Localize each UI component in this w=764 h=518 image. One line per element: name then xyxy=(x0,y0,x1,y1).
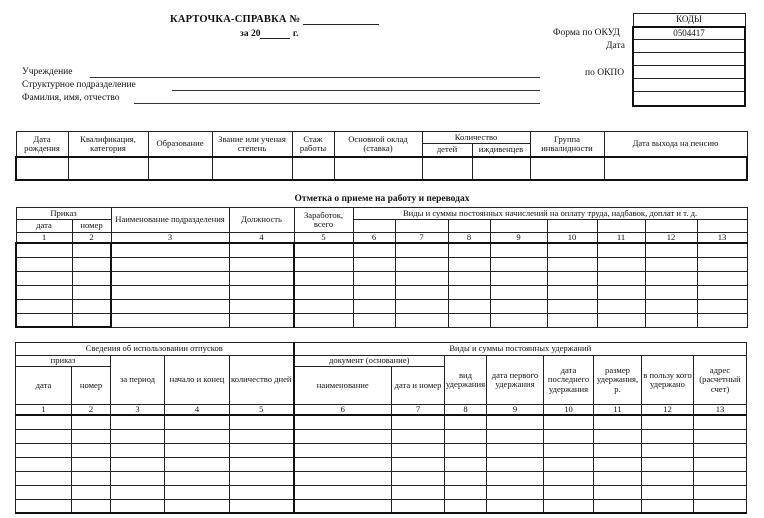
table-cell[interactable] xyxy=(694,415,747,429)
table-cell[interactable] xyxy=(697,271,747,285)
document-date-number-header: дата и номер xyxy=(392,367,445,405)
order-number-header: номер xyxy=(72,220,111,233)
table-cell[interactable] xyxy=(72,313,111,327)
table-cell[interactable] xyxy=(395,285,448,299)
table-cell[interactable] xyxy=(487,443,544,457)
table-cell[interactable] xyxy=(547,271,597,285)
table-cell[interactable] xyxy=(72,499,111,513)
fullname-field[interactable] xyxy=(134,103,540,104)
column-number: 8 xyxy=(448,233,490,244)
table-cell[interactable] xyxy=(68,157,148,180)
table-cell[interactable] xyxy=(230,443,294,457)
table-cell[interactable] xyxy=(229,243,294,257)
column-number: 5 xyxy=(294,233,353,244)
table-row xyxy=(16,271,747,285)
code-empty-field[interactable] xyxy=(633,92,745,106)
table-cell[interactable] xyxy=(642,457,694,471)
table-cell[interactable] xyxy=(72,285,111,299)
table-cell[interactable] xyxy=(16,299,72,313)
table-cell[interactable] xyxy=(487,457,544,471)
table-cell[interactable] xyxy=(697,299,747,313)
table-cell[interactable] xyxy=(16,443,72,457)
table-cell[interactable] xyxy=(294,471,392,485)
table-cell[interactable] xyxy=(353,313,395,327)
vacation-number-header: номер xyxy=(72,367,111,405)
vacation-period-header: за период xyxy=(111,356,165,405)
table-cell[interactable] xyxy=(597,220,645,233)
last-deduction-header: дата последнего удержания xyxy=(544,356,594,405)
table-cell[interactable] xyxy=(694,471,747,485)
column-number: 10 xyxy=(544,405,594,416)
table-cell[interactable] xyxy=(230,457,294,471)
children-header: детей xyxy=(422,144,472,157)
table-cell[interactable] xyxy=(165,443,230,457)
table-cell[interactable] xyxy=(353,243,395,257)
table-cell[interactable] xyxy=(544,429,594,443)
table-cell[interactable] xyxy=(229,257,294,271)
table-cell[interactable] xyxy=(490,243,547,257)
table-cell[interactable] xyxy=(697,257,747,271)
table-cell[interactable] xyxy=(16,285,72,299)
table-cell[interactable] xyxy=(547,243,597,257)
table-cell[interactable] xyxy=(694,429,747,443)
count-header: Количество xyxy=(422,132,530,144)
table-cell[interactable] xyxy=(448,271,490,285)
table-cell[interactable] xyxy=(395,299,448,313)
table-cell[interactable] xyxy=(334,157,422,180)
okud-code: 0504417 xyxy=(633,27,745,40)
table-cell[interactable] xyxy=(72,429,111,443)
accruals-header: Виды и суммы постоянных начислений на оплату труда, надбавок, доплат и т. д. xyxy=(353,208,747,220)
date-code-field[interactable] xyxy=(633,40,745,53)
table-cell[interactable] xyxy=(645,220,697,233)
table-cell[interactable] xyxy=(445,415,487,429)
table-cell[interactable] xyxy=(594,429,642,443)
table-cell[interactable] xyxy=(111,299,229,313)
table-cell[interactable] xyxy=(165,471,230,485)
table-cell[interactable] xyxy=(547,257,597,271)
column-number: 13 xyxy=(697,233,747,244)
personal-info-table xyxy=(15,131,748,181)
table-cell[interactable] xyxy=(111,499,165,513)
table-cell[interactable] xyxy=(111,485,165,499)
table-cell[interactable] xyxy=(694,443,747,457)
table-cell[interactable] xyxy=(395,220,448,233)
table-row xyxy=(16,457,747,471)
table-cell[interactable] xyxy=(445,429,487,443)
table-cell[interactable] xyxy=(422,157,472,180)
table-cell[interactable] xyxy=(294,313,353,327)
table-cell[interactable] xyxy=(111,243,229,257)
table-cell[interactable] xyxy=(72,471,111,485)
table-cell[interactable] xyxy=(294,485,392,499)
table-cell[interactable] xyxy=(642,415,694,429)
hiring-table xyxy=(15,207,748,328)
division-name-header: Наименование подразделения xyxy=(111,208,229,233)
table-cell[interactable] xyxy=(487,485,544,499)
hiring-section-title: Отметка о приеме на работу и переводах xyxy=(294,194,470,204)
table-cell[interactable] xyxy=(694,499,747,513)
column-number: 13 xyxy=(694,405,747,416)
table-cell[interactable] xyxy=(530,157,604,180)
table-cell[interactable] xyxy=(597,285,645,299)
column-number: 11 xyxy=(594,405,642,416)
table-cell[interactable] xyxy=(487,471,544,485)
table-cell[interactable] xyxy=(597,313,645,327)
fullname-label: Фамилия, имя, отчество xyxy=(22,93,120,103)
vacation-section-title: Сведения об использовании отпусков xyxy=(16,343,294,356)
table-row xyxy=(16,243,747,257)
table-cell[interactable] xyxy=(642,499,694,513)
table-cell[interactable] xyxy=(72,485,111,499)
table-cell[interactable] xyxy=(544,443,594,457)
table-cell[interactable] xyxy=(294,243,353,257)
table-cell[interactable] xyxy=(72,257,111,271)
table-cell[interactable] xyxy=(597,299,645,313)
table-cell[interactable] xyxy=(16,429,72,443)
table-cell[interactable] xyxy=(645,313,697,327)
column-number: 4 xyxy=(165,405,230,416)
column-number: 7 xyxy=(392,405,445,416)
card-year: за 20 г. xyxy=(240,29,299,39)
table-row xyxy=(16,313,747,327)
table-cell[interactable] xyxy=(230,471,294,485)
table-cell[interactable] xyxy=(448,243,490,257)
table-cell[interactable] xyxy=(294,443,392,457)
table-cell[interactable] xyxy=(392,499,445,513)
table-cell[interactable] xyxy=(16,499,72,513)
table-cell[interactable] xyxy=(72,443,111,457)
table-row xyxy=(16,443,747,457)
table-cell[interactable] xyxy=(165,499,230,513)
table-cell[interactable] xyxy=(694,485,747,499)
table-row xyxy=(16,429,747,443)
table-cell[interactable] xyxy=(645,285,697,299)
codes-header: КОДЫ xyxy=(633,14,745,27)
table-cell[interactable] xyxy=(597,257,645,271)
column-number: 1 xyxy=(16,405,72,416)
table-cell[interactable] xyxy=(697,243,747,257)
column-number: 8 xyxy=(445,405,487,416)
table-cell[interactable] xyxy=(490,299,547,313)
table-cell[interactable] xyxy=(294,429,392,443)
division-label: Структурное подразделение xyxy=(22,80,136,90)
table-cell[interactable] xyxy=(165,429,230,443)
table-cell[interactable] xyxy=(294,457,392,471)
table-row xyxy=(16,415,747,429)
table-cell[interactable] xyxy=(445,499,487,513)
table-cell[interactable] xyxy=(353,271,395,285)
table-cell[interactable] xyxy=(697,220,747,233)
table-cell[interactable] xyxy=(487,429,544,443)
table-row xyxy=(16,285,747,299)
table-cell[interactable] xyxy=(594,457,642,471)
column-number: 4 xyxy=(229,233,294,244)
table-cell[interactable] xyxy=(490,313,547,327)
table-cell[interactable] xyxy=(392,485,445,499)
table-cell[interactable] xyxy=(111,271,229,285)
table-cell[interactable] xyxy=(392,457,445,471)
table-cell[interactable] xyxy=(594,443,642,457)
dependents-header: иждивенцев xyxy=(472,144,530,157)
code-empty-field[interactable] xyxy=(633,53,745,66)
table-cell[interactable] xyxy=(448,220,490,233)
table-cell[interactable] xyxy=(353,257,395,271)
birth-date-header: Дата рождения xyxy=(16,132,68,157)
table-cell[interactable] xyxy=(229,285,294,299)
table-cell[interactable] xyxy=(490,220,547,233)
table-cell[interactable] xyxy=(72,243,111,257)
table-cell[interactable] xyxy=(16,257,72,271)
table-cell[interactable] xyxy=(544,499,594,513)
table-cell[interactable] xyxy=(642,429,694,443)
table-cell[interactable] xyxy=(642,443,694,457)
table-cell[interactable] xyxy=(547,299,597,313)
table-cell[interactable] xyxy=(16,271,72,285)
order-header: Приказ xyxy=(16,208,111,220)
okpo-code-field[interactable] xyxy=(633,66,745,79)
table-cell[interactable] xyxy=(395,243,448,257)
column-number: 2 xyxy=(72,233,111,244)
table-cell[interactable] xyxy=(392,429,445,443)
okpo-label: по ОКПО xyxy=(585,68,625,78)
deduction-amount-header: размер удержания, р. xyxy=(594,356,642,405)
column-number: 5 xyxy=(230,405,294,416)
document-name-header: наименование xyxy=(294,367,392,405)
table-cell[interactable] xyxy=(597,243,645,257)
code-empty-field[interactable] xyxy=(633,79,745,92)
column-number: 6 xyxy=(353,233,395,244)
table-cell[interactable] xyxy=(111,457,165,471)
disability-header: Группа инвалидности xyxy=(530,132,604,157)
vacation-date-header: дата xyxy=(16,367,72,405)
first-deduction-header: дата первого удержания xyxy=(487,356,544,405)
year-field[interactable] xyxy=(260,29,290,39)
table-cell[interactable] xyxy=(392,415,445,429)
table-cell[interactable] xyxy=(395,313,448,327)
table-cell[interactable] xyxy=(544,415,594,429)
date-code-label: Дата xyxy=(606,41,625,51)
table-cell[interactable] xyxy=(544,471,594,485)
table-cell[interactable] xyxy=(594,499,642,513)
column-number: 3 xyxy=(111,233,229,244)
table-cell[interactable] xyxy=(445,443,487,457)
column-number: 11 xyxy=(597,233,645,244)
vacation-deductions-table xyxy=(15,342,747,514)
table-cell[interactable] xyxy=(544,457,594,471)
table-cell[interactable] xyxy=(547,285,597,299)
column-number: 10 xyxy=(547,233,597,244)
table-cell[interactable] xyxy=(594,485,642,499)
table-cell[interactable] xyxy=(445,485,487,499)
table-cell[interactable] xyxy=(212,157,292,180)
table-cell[interactable] xyxy=(294,271,353,285)
table-cell[interactable] xyxy=(645,271,697,285)
table-cell[interactable] xyxy=(448,299,490,313)
institution-field[interactable] xyxy=(90,77,540,78)
deductions-section-title: Виды и суммы постоянных удержаний xyxy=(294,343,747,356)
table-cell[interactable] xyxy=(490,257,547,271)
table-cell[interactable] xyxy=(697,313,747,327)
table-cell[interactable] xyxy=(642,485,694,499)
vacation-days-header: количество дней xyxy=(230,356,294,405)
experience-header: Стаж работы xyxy=(292,132,334,157)
table-cell[interactable] xyxy=(16,313,72,327)
table-cell[interactable] xyxy=(72,299,111,313)
table-cell[interactable] xyxy=(229,313,294,327)
document-header: документ (основание) xyxy=(294,356,445,367)
table-cell[interactable] xyxy=(165,415,230,429)
order-date-header: дата xyxy=(16,220,72,233)
table-cell[interactable] xyxy=(645,257,697,271)
table-cell[interactable] xyxy=(697,285,747,299)
table-cell[interactable] xyxy=(165,485,230,499)
vacation-start-end-header: начало и конец xyxy=(165,356,230,405)
table-cell[interactable] xyxy=(16,157,68,180)
table-cell[interactable] xyxy=(16,243,72,257)
table-row xyxy=(16,299,747,313)
table-cell[interactable] xyxy=(111,257,229,271)
column-number: 2 xyxy=(72,405,111,416)
table-cell[interactable] xyxy=(16,415,72,429)
table-cell[interactable] xyxy=(111,443,165,457)
table-cell[interactable] xyxy=(487,499,544,513)
retirement-date-header: Дата выхода на пенсию xyxy=(604,132,747,157)
table-cell[interactable] xyxy=(294,415,392,429)
table-cell[interactable] xyxy=(490,271,547,285)
table-cell[interactable] xyxy=(230,429,294,443)
title-degree-header: Звание или ученая степень xyxy=(212,132,292,157)
table-cell[interactable] xyxy=(448,285,490,299)
table-row xyxy=(16,499,747,513)
column-number: 12 xyxy=(645,233,697,244)
position-header: Должность xyxy=(229,208,294,233)
table-cell[interactable] xyxy=(111,415,165,429)
table-cell[interactable] xyxy=(16,457,72,471)
table-cell[interactable] xyxy=(72,271,111,285)
earnings-header: Заработок, всего xyxy=(294,208,353,233)
education-header: Образование xyxy=(148,132,212,157)
table-cell[interactable] xyxy=(111,285,229,299)
table-cell[interactable] xyxy=(472,157,530,180)
table-cell[interactable] xyxy=(353,299,395,313)
column-number: 9 xyxy=(487,405,544,416)
table-row xyxy=(16,471,747,485)
table-cell[interactable] xyxy=(294,257,353,271)
deduction-type-header: вид удержания xyxy=(445,356,487,405)
division-field[interactable] xyxy=(172,90,540,91)
table-cell[interactable] xyxy=(294,499,392,513)
table-cell[interactable] xyxy=(395,257,448,271)
address-header: адрес (расчетный счет) xyxy=(694,356,747,405)
table-cell[interactable] xyxy=(594,415,642,429)
table-cell[interactable] xyxy=(448,313,490,327)
table-cell[interactable] xyxy=(544,485,594,499)
beneficiary-header: в пользу кого удержано xyxy=(642,356,694,405)
table-cell[interactable] xyxy=(645,243,697,257)
table-cell[interactable] xyxy=(445,471,487,485)
institution-label: Учреждение xyxy=(22,67,73,77)
table-cell[interactable] xyxy=(229,299,294,313)
table-cell[interactable] xyxy=(604,157,747,180)
table-cell[interactable] xyxy=(392,443,445,457)
table-cell[interactable] xyxy=(230,485,294,499)
column-number: 6 xyxy=(294,405,392,416)
table-cell[interactable] xyxy=(294,299,353,313)
column-number: 3 xyxy=(111,405,165,416)
card-title: КАРТОЧКА-СПРАВКА № xyxy=(170,14,379,25)
column-number: 7 xyxy=(395,233,448,244)
table-cell[interactable] xyxy=(72,415,111,429)
table-cell[interactable] xyxy=(392,471,445,485)
table-cell[interactable] xyxy=(16,471,72,485)
table-cell[interactable] xyxy=(353,220,395,233)
table-row xyxy=(16,257,747,271)
table-row xyxy=(16,485,747,499)
table-cell[interactable] xyxy=(292,157,334,180)
table-cell[interactable] xyxy=(16,485,72,499)
table-cell[interactable] xyxy=(148,157,212,180)
column-number: 1 xyxy=(16,233,72,244)
table-cell[interactable] xyxy=(395,271,448,285)
table-cell[interactable] xyxy=(547,313,597,327)
table-cell[interactable] xyxy=(445,457,487,471)
column-number: 9 xyxy=(490,233,547,244)
table-cell[interactable] xyxy=(694,457,747,471)
table-cell[interactable] xyxy=(353,285,395,299)
table-cell[interactable] xyxy=(597,271,645,285)
qualification-header: Квалификация, категория xyxy=(68,132,148,157)
table-cell[interactable] xyxy=(230,415,294,429)
codes-table xyxy=(632,13,746,107)
table-cell[interactable] xyxy=(111,313,229,327)
table-cell[interactable] xyxy=(229,271,294,285)
table-cell[interactable] xyxy=(487,415,544,429)
table-cell[interactable] xyxy=(294,285,353,299)
table-cell[interactable] xyxy=(111,471,165,485)
table-cell[interactable] xyxy=(490,285,547,299)
table-cell[interactable] xyxy=(165,457,230,471)
card-number-field[interactable] xyxy=(303,14,379,25)
table-cell[interactable] xyxy=(111,429,165,443)
base-salary-header: Основной оклад (ставка) xyxy=(334,132,422,157)
column-number: 12 xyxy=(642,405,694,416)
vacation-order-header: приказ xyxy=(16,356,111,367)
okud-label: Форма по ОКУД xyxy=(553,28,620,38)
table-cell[interactable] xyxy=(645,299,697,313)
table-cell[interactable] xyxy=(642,471,694,485)
table-cell[interactable] xyxy=(230,499,294,513)
table-cell[interactable] xyxy=(547,220,597,233)
table-cell[interactable] xyxy=(448,257,490,271)
table-cell[interactable] xyxy=(72,457,111,471)
table-cell[interactable] xyxy=(594,471,642,485)
